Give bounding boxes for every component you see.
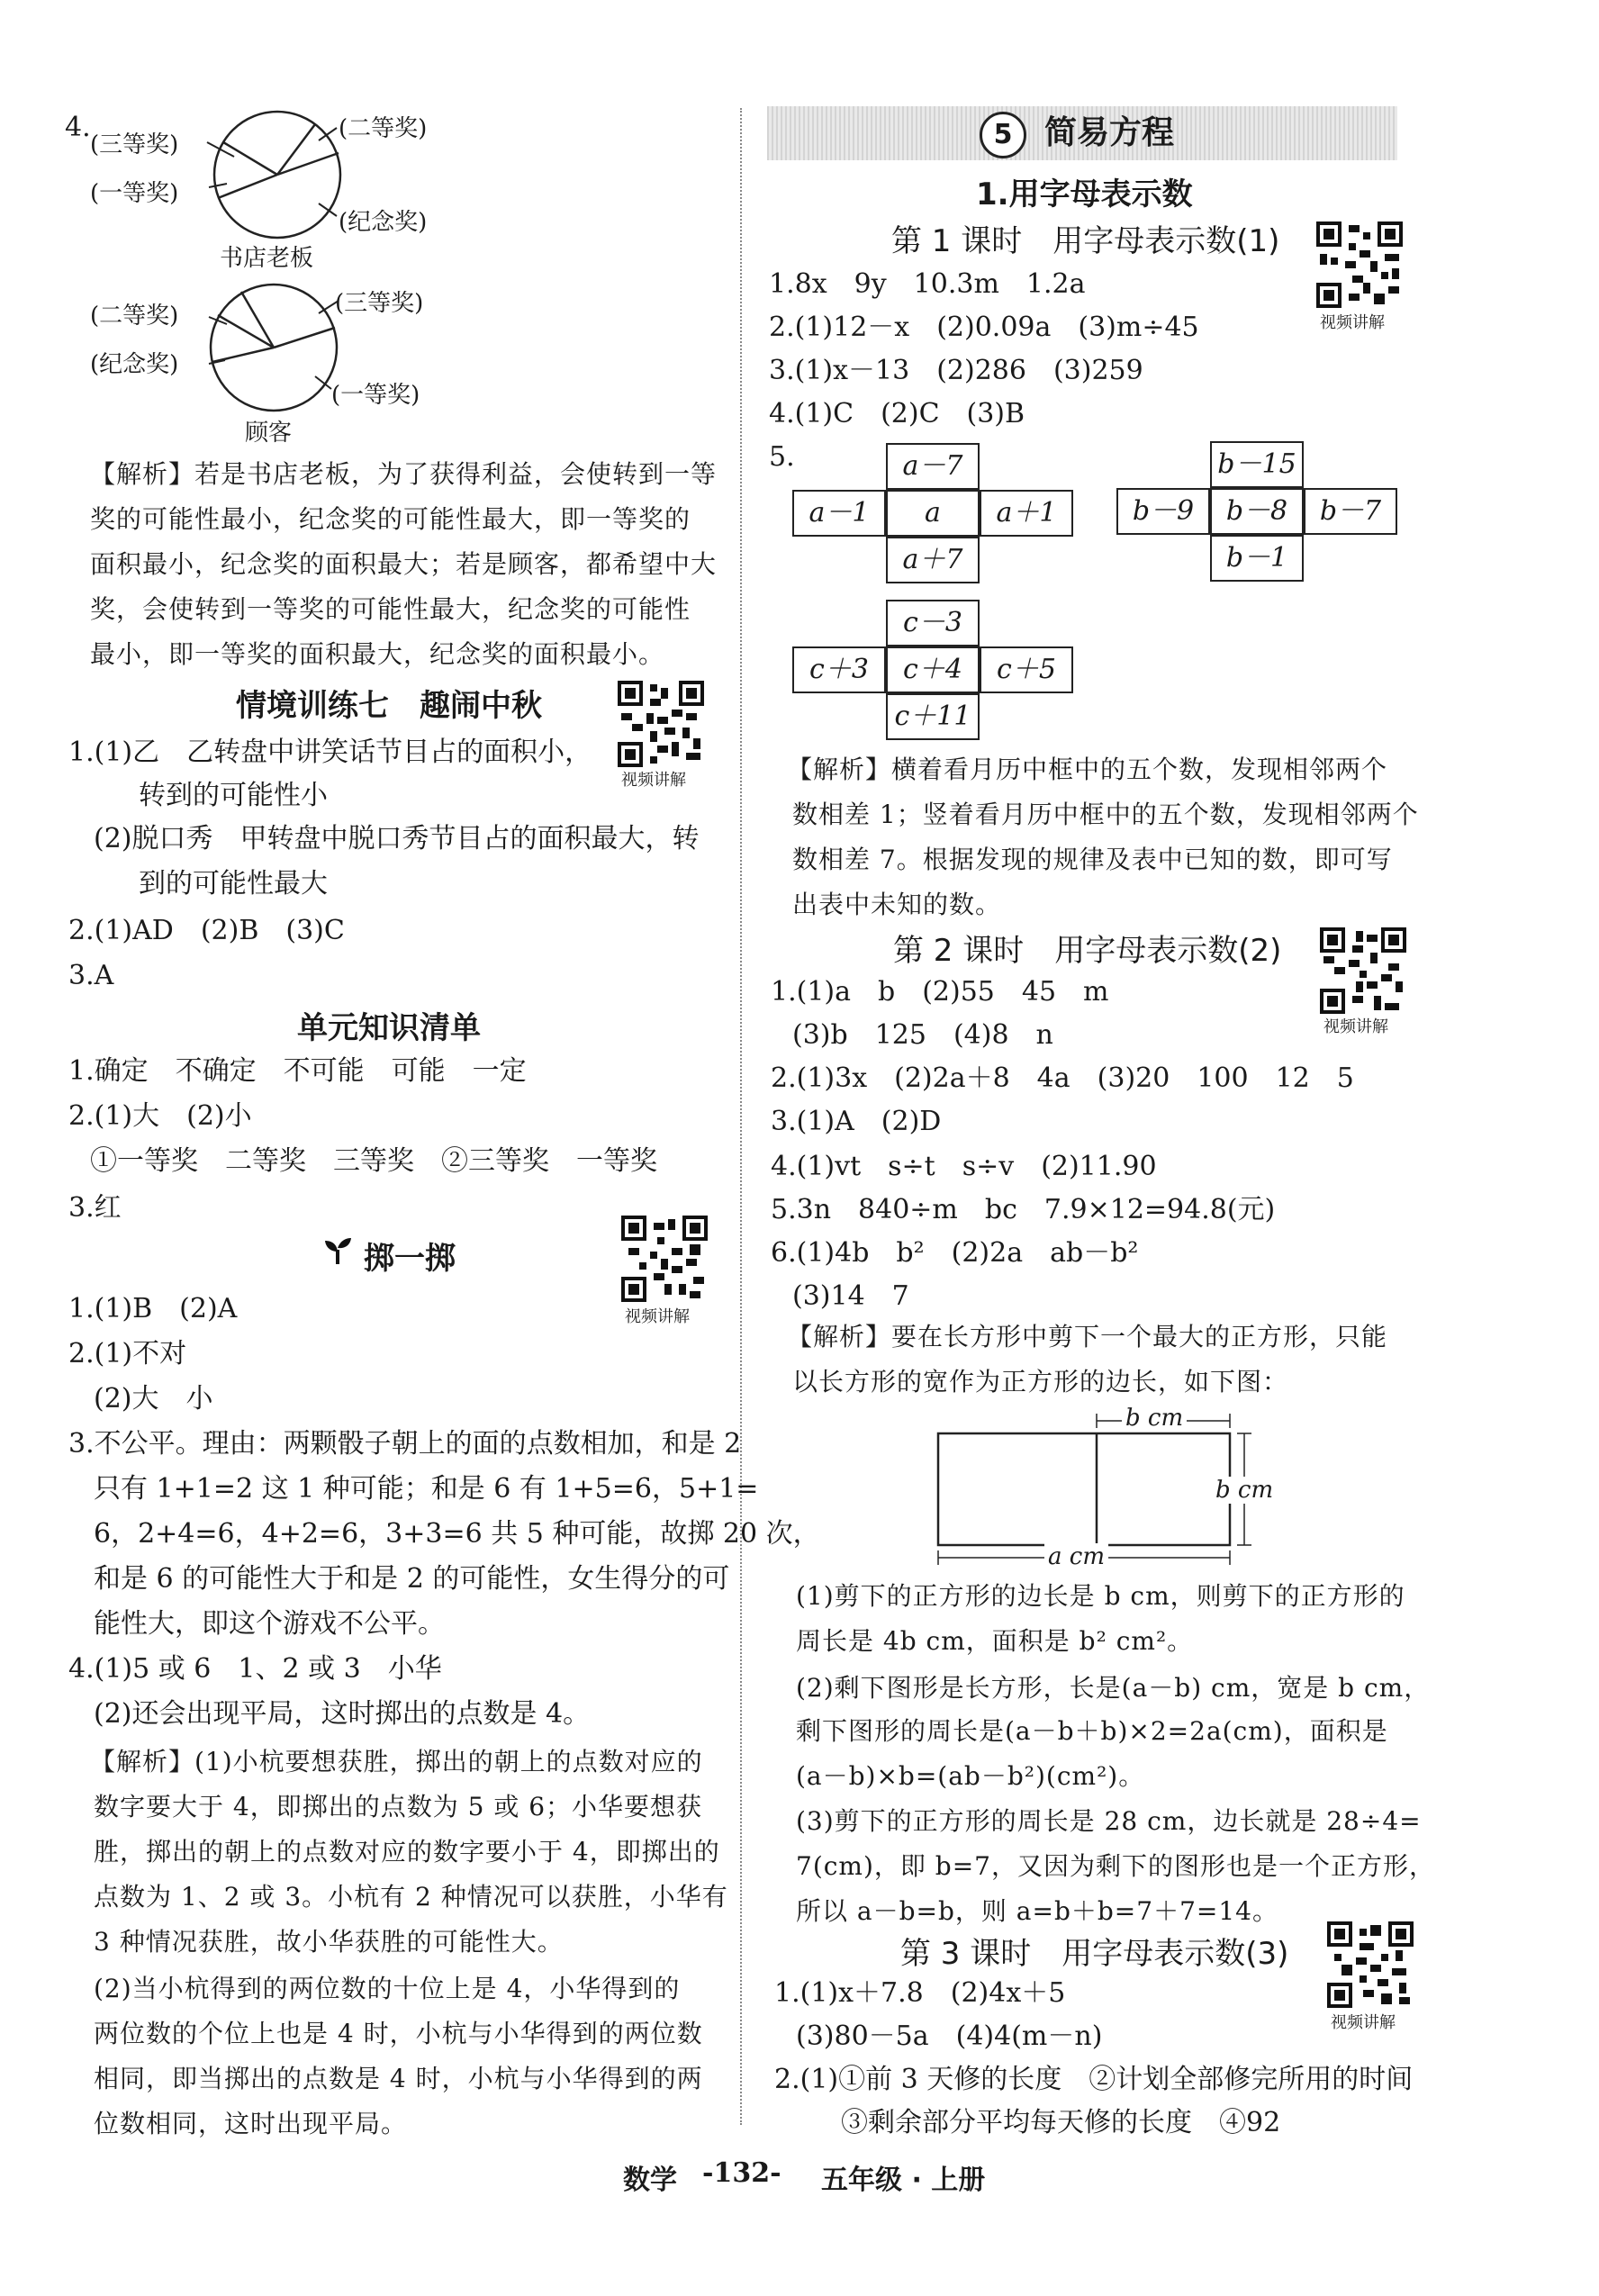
answer-line: 2.(1)①前 3 天修的长度 ②计划全部修完所用的时间	[774, 2064, 1414, 2095]
answer-line: (2)大 小	[94, 1383, 213, 1415]
answer-line: 2.(1)不对	[68, 1338, 187, 1369]
analysis-line: 两位数的个位上也是 4 时，小杭与小华得到的两位数	[94, 2019, 703, 2048]
answer-line: 1.(1)x＋7.8 (2)4x＋5	[774, 1977, 1066, 2009]
figure-label-top: b cm	[1122, 1405, 1187, 1432]
answer-line: 能性大，即这个游戏不公平。	[94, 1608, 445, 1640]
answer-line: 只有 1+1=2 这 1 种可能；和是 6 有 1+5=6，5+1=	[94, 1473, 759, 1505]
pie-boss-caption: 书店老板	[220, 245, 314, 272]
grid-c-top: c－3	[886, 600, 980, 646]
analysis-line: (2)当小杭得到的两位数的十位上是 4，小华得到的	[94, 1974, 681, 2003]
footer-grade: 五年级 · 上册	[821, 2165, 986, 2196]
analysis-line: (1)剪下的正方形的边长是 b cm，则剪下的正方形的	[796, 1581, 1405, 1611]
analysis-line: (a－b)×b=(ab－b²)(cm²)。	[796, 1761, 1145, 1791]
pie-customer-label-1: (二等奖)	[90, 303, 179, 330]
analysis-line: 7(cm)，即 b=7，又因为剩下的图形也是一个正方形，	[796, 1851, 1435, 1881]
pie-customer-divider-4	[212, 348, 274, 362]
grid-a-center: a	[886, 490, 980, 537]
pie-boss-label-1: (三等奖)	[90, 131, 179, 158]
pie-boss-leader-1	[207, 142, 234, 157]
figure-label-bottom: a cm	[1044, 1543, 1108, 1570]
pie-boss-label-2: (一等奖)	[90, 180, 179, 207]
answer-line: 3.红	[68, 1192, 122, 1224]
qr-caption: 视频讲解	[1331, 2013, 1396, 2032]
grid-a-left: a－1	[792, 490, 886, 537]
answer-line: 2.(1)大 (2)小	[68, 1100, 252, 1132]
grid-c-center: c＋4	[886, 646, 980, 693]
column-divider	[740, 108, 742, 2125]
answer-line: 1.8x 9y 10.3m 1.2a	[769, 268, 1086, 300]
answer-line: (2)脱口秀 甲转盘中脱口秀节目占的面积最大，转	[94, 823, 700, 854]
section-title-unit: 单元知识清单	[297, 1010, 481, 1046]
analysis-line: 面积最小，纪念奖的面积最大；若是顾客，都希望中大	[90, 549, 718, 579]
analysis-line: 数字要大于 4，即掷出的点数为 5 或 6；小华要想获	[94, 1792, 703, 1821]
qr-caption: 视频讲解	[621, 771, 686, 790]
answer-line: ①一等奖 二等奖 三等奖 ②三等奖 一等奖	[90, 1145, 657, 1177]
answer-line: 4.(1)vt s÷t s÷v (2)11.90	[771, 1151, 1157, 1182]
pie-boss-divider-1	[223, 142, 277, 175]
answer-line: 1.确定 不确定 不可能 可能 一定	[68, 1055, 527, 1087]
pie-customer-caption: 顾客	[245, 420, 293, 447]
grid-b-center: b－8	[1210, 488, 1304, 535]
grid-a-top: a－7	[886, 443, 980, 490]
analysis-line: 以长方形的宽作为正方形的边长，如下图：	[792, 1367, 1289, 1397]
figure-rectangle	[938, 1433, 1230, 1545]
question-4-number: 4.	[65, 112, 91, 143]
analysis-line: 最小，即一等奖的面积最大，纪念奖的面积最小。	[90, 639, 665, 669]
grid-b-left: b－9	[1116, 488, 1210, 535]
answer-line: 2.(1)12－x (2)0.09a (3)m÷45	[769, 312, 1199, 343]
grid-a-right: a＋1	[980, 490, 1073, 537]
qr-code-icon[interactable]	[1320, 927, 1406, 1014]
section-title-scene: 情境训练七 趣闹中秋	[236, 688, 542, 724]
answer-line: 1.(1)a b (2)55 45 m	[771, 976, 1109, 1008]
footer-subject: 数学	[623, 2165, 677, 2196]
answer-line: 5.3n 840÷m bc 7.9×12=94.8(元)	[771, 1194, 1276, 1225]
pie-boss-label-3: (二等奖)	[339, 115, 428, 142]
grid-b-right: b－7	[1304, 488, 1397, 535]
lesson-1-title: 第 1 课时 用字母表示数(1)	[891, 223, 1280, 259]
answer-line: 1.(1)乙 乙转盘中讲笑话节目占的面积小，	[68, 737, 592, 768]
qr-caption: 视频讲解	[1320, 313, 1385, 332]
answer-line: 4.(1)5 或 6 1、2 或 3 小华	[68, 1653, 442, 1685]
answer-line: 3.(1)x－13 (2)286 (3)259	[769, 355, 1143, 386]
answer-line: 6，2+4=6，4+2=6，3+3=6 共 5 种可能，故掷 20 次，	[94, 1518, 820, 1550]
figure-label-side: b cm	[1215, 1477, 1274, 1504]
answer-line: 到的可能性最大	[139, 868, 328, 899]
analysis-line: 【解析】横着看月历中框中的五个数，发现相邻两个	[787, 755, 1388, 784]
sprout-icon	[322, 1235, 353, 1274]
analysis-line: 胜，掷出的朝上的点数对应的数字要小于 4，即掷出的	[94, 1837, 720, 1867]
analysis-line: 【解析】要在长方形中剪下一个最大的正方形，只能	[787, 1322, 1388, 1351]
answer-line: 2.(1)AD (2)B (3)C	[68, 915, 345, 946]
analysis-line: 剩下图形的周长是(a－b＋b)×2=2a(cm)，面积是	[796, 1716, 1388, 1746]
pie-boss-leader-2	[209, 184, 227, 187]
subsection-title: 1.用字母表示数	[976, 176, 1193, 212]
pie-boss-divider-4	[218, 175, 277, 198]
grid-a-bottom: a＋7	[886, 537, 980, 583]
qr-caption: 视频讲解	[625, 1307, 690, 1326]
qr-caption: 视频讲解	[1323, 1017, 1388, 1036]
grid-b-bottom: b－1	[1210, 535, 1304, 582]
analysis-line: (2)剩下图形是长方形，长是(a－b) cm，宽是 b cm，	[796, 1673, 1431, 1703]
pie-customer-label-4: (一等奖)	[331, 382, 420, 409]
answer-line: (2)还会出现平局，这时掷出的点数是 4。	[94, 1698, 591, 1730]
grid-c-right: c＋5	[980, 646, 1073, 693]
section-title-throw: 掷一掷	[364, 1241, 456, 1277]
unit-number-badge: 5	[980, 112, 1026, 158]
qr-code-icon[interactable]	[1316, 221, 1403, 308]
analysis-line: 【解析】若是书店老板，为了获得利益，会使转到一等	[90, 459, 718, 489]
answer-line: (3)b 125 (4)8 n	[792, 1019, 1053, 1051]
qr-code-icon[interactable]	[618, 681, 704, 767]
analysis-line: 奖，会使转到一等奖的可能性最大，纪念奖的可能性	[90, 594, 691, 624]
answer-line: 转到的可能性小	[139, 780, 328, 811]
answer-line: 3.(1)A (2)D	[771, 1106, 942, 1137]
lesson-2-title: 第 2 课时 用字母表示数(2)	[893, 933, 1282, 969]
pie-customer-label-3: (三等奖)	[335, 290, 424, 317]
answer-line: (3)80－5a (4)4(m－n)	[796, 2020, 1103, 2052]
analysis-line: 点数为 1、2 或 3。小杭有 2 种情况可以获胜，小华有	[94, 1882, 728, 1912]
analysis-line: 数相差 1；竖着看月历中框中的五个数，发现相邻两个	[792, 800, 1419, 829]
qr-code-icon[interactable]	[621, 1216, 708, 1302]
qr-code-icon[interactable]	[1327, 1921, 1414, 2008]
unit-title: 简易方程	[1044, 114, 1175, 151]
analysis-line: (3)剪下的正方形的周长是 28 cm，边长就是 28÷4=	[796, 1806, 1422, 1836]
analysis-line: 3 种情况获胜，故小华获胜的可能性大。	[94, 1927, 564, 1957]
answer-line: 和是 6 的可能性大于和是 2 的可能性，女生得分的可	[94, 1563, 730, 1595]
analysis-line: 所以 a－b=b，则 a=b＋b=7＋7=14。	[796, 1896, 1278, 1926]
analysis-line: 数相差 7。根据发现的规律及表中已知的数，即可写	[792, 845, 1393, 874]
answer-line: 6.(1)4b b² (2)2a ab－b²	[771, 1237, 1139, 1269]
answer-line: ③剩余部分平均每天修的长度 ④92	[841, 2107, 1281, 2138]
answer-line: 1.(1)B (2)A	[68, 1293, 238, 1324]
answer-line: 4.(1)C (2)C (3)B	[769, 398, 1025, 429]
answer-line: 2.(1)3x (2)2a＋8 4a (3)20 100 12 5	[771, 1062, 1354, 1094]
analysis-line: 奖的可能性最小，纪念奖的可能性最大，即一等奖的	[90, 504, 691, 534]
answer-line: 5.	[769, 441, 795, 473]
analysis-line: 位数相同，这时出现平局。	[94, 2109, 408, 2138]
pie-customer-divider-3	[274, 328, 335, 348]
pie-customer-label-2: (纪念奖)	[90, 351, 179, 378]
answer-line: 3.A	[68, 960, 114, 991]
grid-c-bottom: c＋11	[886, 693, 980, 740]
analysis-line: 周长是 4b cm，面积是 b² cm²。	[796, 1626, 1194, 1656]
analysis-line: 【解析】(1)小杭要想获胜，掷出的朝上的点数对应的	[90, 1747, 703, 1776]
answer-line: 3.不公平。理由：两颗骰子朝上的面的点数相加，和是 2	[68, 1428, 742, 1460]
grid-b-top: b－15	[1210, 441, 1304, 488]
analysis-line: 相同，即当掷出的点数是 4 时，小杭与小华得到的两	[94, 2064, 703, 2093]
lesson-3-title: 第 3 课时 用字母表示数(3)	[900, 1936, 1289, 1972]
page-number: -132-	[702, 2157, 781, 2189]
analysis-line: 出表中未知的数。	[792, 890, 1002, 919]
answer-line: (3)14 7	[792, 1280, 909, 1312]
grid-c-left: c＋3	[792, 646, 886, 693]
pie-boss-label-4: (纪念奖)	[339, 209, 428, 236]
